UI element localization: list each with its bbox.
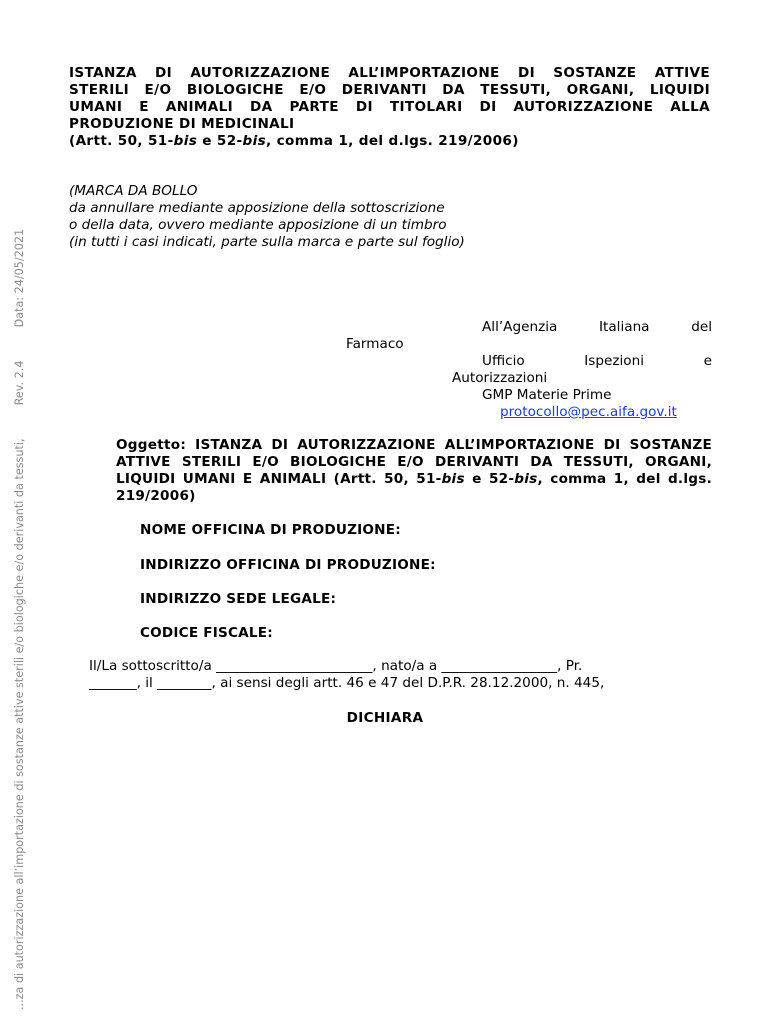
sidebar-revision: Rev. 2.4 [13, 360, 26, 406]
document-sidebar-label [12, 10, 28, 1010]
recipient-office-continued: Autorizzazioni [452, 370, 548, 386]
oggetto-subject: Oggetto: ISTANZA DI AUTORIZZAZIONE ALL’IMPORTAZIONE DI SOSTANZE ATTIVE STERILI E/O BIOLOGICHE E/O DERIVANTI DA TESSUTI, ORGANI, LIQUIDI UMANI E ANIMALI (Artt. 50, 51-bis e 52-bis, comma 1, del d.lgs. 219/2006) [116, 437, 712, 504]
dichiara-heading: DICHIARA [346, 710, 424, 726]
declaration-line-2: _______, il ________, ai sensi degli artt. 46 e 47 del D.P.R. 28.12.2000, n. 445, [89, 675, 605, 691]
field-nome-officina: NOME OFFICINA DI PRODUZIONE: [140, 522, 401, 538]
title-line-4: PRODUZIONE DI MEDICINALI [69, 116, 295, 132]
recipient-gmp: GMP Materie Prime [482, 387, 612, 403]
recipient-agency-line: All’Agenzia Italiana del [482, 319, 712, 335]
title-line-1: ISTANZA DI AUTORIZZAZIONE ALL’IMPORTAZIONE DI SOSTANZE ATTIVE [69, 65, 710, 81]
pec-email-link[interactable]: protocollo@pec.aifa.gov.it [500, 404, 677, 420]
sidebar-doc-name: ...za di autorizzazione all’importazione di sostanze attive sterili e/o biologiche e/o derivanti da tessuti, [13, 438, 26, 1010]
field-indirizzo-sede: INDIRIZZO SEDE LEGALE: [140, 591, 337, 607]
marca-da-bollo-note: (MARCA DA BOLLO da annullare mediante apposizione della sottoscrizione o della data, ovvero mediante apposizione di un timbro (in tutti i casi indicati, parte sulla marca e parte sul foglio) [69, 183, 465, 250]
recipient-agency-continued: Farmaco [346, 336, 404, 352]
field-codice-fiscale: CODICE FISCALE: [140, 625, 273, 641]
declaration-paragraph [89, 658, 689, 692]
title-line-2: STERILI E/O BIOLOGICHE E/O DERIVANTI DA TESSUTI, ORGANI, LIQUIDI [69, 82, 710, 98]
recipient-office-line: Ufficio Ispezioni e [482, 353, 712, 369]
declaration-line-1: Il/La sottoscritto/a _______________________, nato/a a _________________, Pr. [89, 658, 583, 674]
document-title [69, 65, 710, 150]
title-legal-reference: (Artt. 50, 51-bis e 52-bis, comma 1, del d.lgs. 219/2006) [69, 133, 519, 149]
sidebar-date: Data: 24/05/2021 [13, 228, 26, 328]
field-indirizzo-officina: INDIRIZZO OFFICINA DI PRODUZIONE: [140, 557, 436, 573]
title-line-3: UMANI E ANIMALI DA PARTE DI TITOLARI DI AUTORIZZAZIONE ALLA [69, 99, 710, 115]
